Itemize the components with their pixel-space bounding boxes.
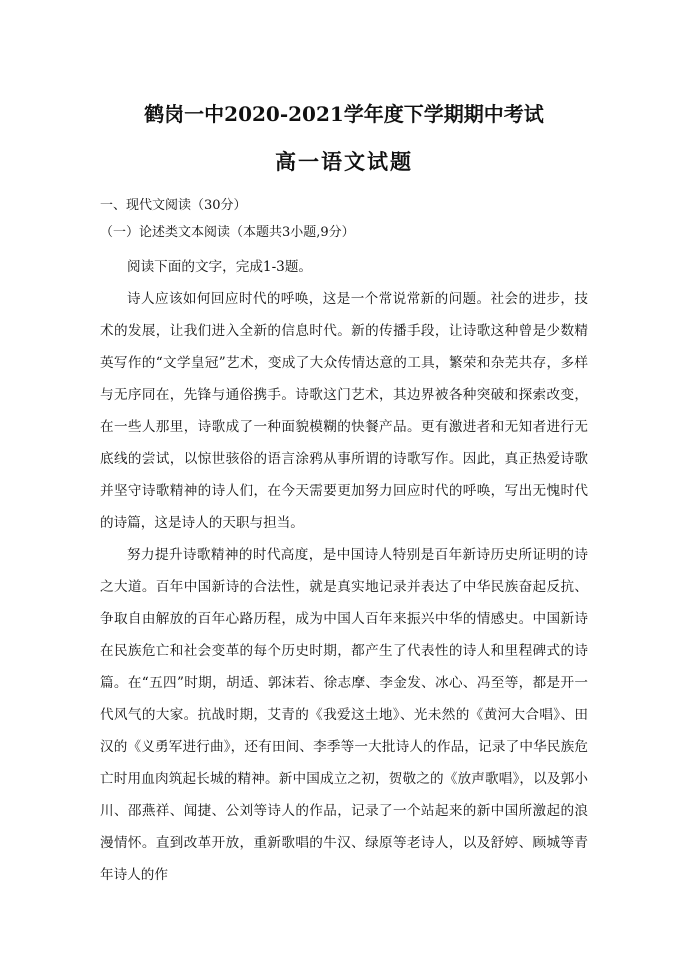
reading-instruction: 阅读下面的文字，完成1-3题。 [127,259,313,275]
subsection-heading: （一）论述类文本阅读（本题共3小题,9分） [100,225,355,240]
exam-title: 鹤岗一中2020-2021学年度下学期期中考试 [144,102,544,126]
passage-paragraph-1: 诗人应该如何回应时代的呼唤，这是一个常说常新的问题。社会的进步，技术的发展，让我们进入全新的信息时代。新的传播手段，让诗歌这种曾是少数精英写作的“文学皇冠”艺术，变成了大众传情达意的工具，繁荣和杂芜共存，多样与无序同在，先锋与通俗携手。诗歌这门艺术，其边界被各种突破和探索改变，在一些人那里，诗歌成了一种面貌模糊的快餐产品。更有激进者和无知者进行无底线的尝试，以惊世骇俗的语言涂鸦从事所谓的诗歌写作。因此，真正热爱诗歌并坚守诗歌精神的诗人们，在今天需要更加努力回应时代的呼唤，写出无愧时代的诗篇，这是诗人的天职与担当。 [100,291,588,531]
passage-paragraph-2: 努力提升诗歌精神的时代高度，是中国诗人特别是百年新诗历史所证明的诗之大道。百年中国新诗的合法性，就是真实地记录并表达了中华民族奋起反抗、争取自由解放的百年心路历程，成为中国人百年来振兴中华的情感史。中国新诗在民族危亡和社会变革的每个历史时期，都产生了代表性的诗人和里程碑式的诗篇。在“五四”时期，胡适、郭沫若、徐志摩、李金发、冰心、冯至等，都是开一代风气的大家。抗战时期，艾青的《我爱这土地》、光未然的《黄河大合唱》、田汉的《义勇军进行曲》，还有田间、李季等一大批诗人的作品，记录了中华民族危亡时用血肉筑起长城的精神。新中国成立之初，贺敬之的《放声歌唱》，以及郭小川、邵燕祥、闻捷、公刘等诗人的作品，记录了一个站起来的新中国所激起的浪漫情怀。直到改革开放，重新歌唱的牛汉、绿原等老诗人，以及舒婷、顾城等青年诗人的作 [100,547,588,883]
exam-subject-title: 高一语文试题 [275,149,413,174]
section-heading: 一、现代文阅读（30分） [100,198,247,213]
